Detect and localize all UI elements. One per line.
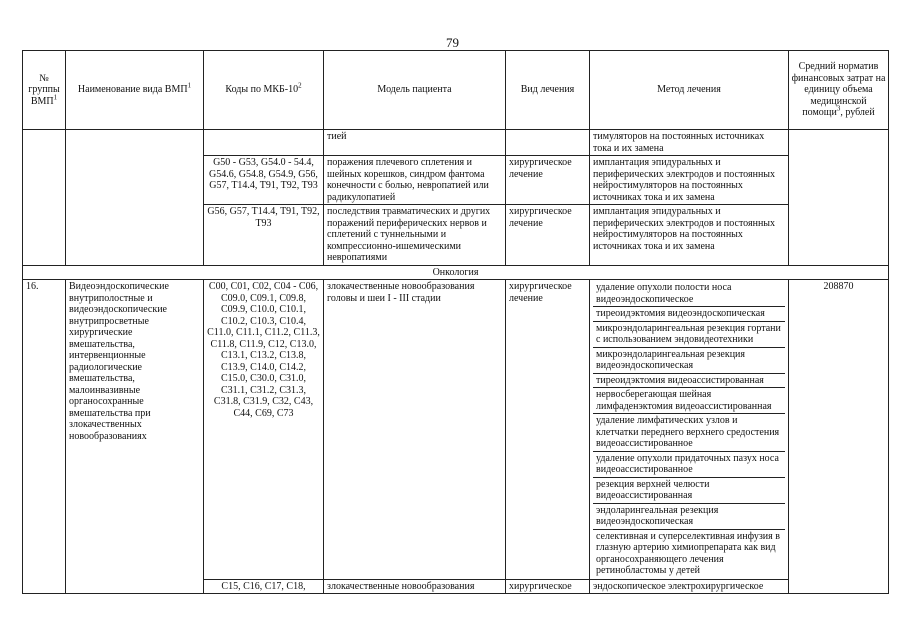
header-treatment-type: Вид лечения bbox=[506, 51, 590, 130]
header-codes: Коды по МКБ-$10^2$ bbox=[204, 51, 324, 130]
cell-type bbox=[506, 130, 590, 156]
cell-codes: C00, C01, C02, C04 - C06, C09.0, C09.1, C09.8, C09.9, C10.0, C10.1, C10.2, C10.3, C10.4, C11.0, C11.1, C11.2, C11.3, C11.8, C11.9, C12, C13.0, C13.1, C13.2, C13.8, C13.9, C14.0, C14.2, C15.0, C30.0, C31.0, C31.1, C31.2, C31.3, C31.8, C31.9, C32, C43, C44, C69, C73 bbox=[204, 280, 324, 580]
cell-method: имплантация эпидуральных и периферических электродов и постоянных нейростимуляторов на постоянных источниках тока и их замена bbox=[590, 156, 789, 205]
vmp-table bbox=[22, 50, 889, 594]
cell-codes bbox=[204, 130, 324, 156]
cell-empty bbox=[66, 130, 204, 266]
header-cost: Средний норматив финансовых затрат на единицу объема медицинской помощи$^3$, рублей bbox=[789, 51, 889, 130]
page-number: 79 bbox=[446, 35, 459, 50]
cell-model: злокачественные новообразования головы и шеи I - III стадии bbox=[324, 280, 506, 580]
header-patient-model: Модель пациента bbox=[324, 51, 506, 130]
method-item: тиреоидэктомия видеоэндоскопическая bbox=[593, 307, 785, 322]
cell-model: злокачественные новообразования bbox=[324, 579, 506, 594]
cell-empty bbox=[789, 130, 889, 266]
method-item: микроэндоларингеальная резекция видеоэндоскопическая bbox=[593, 348, 785, 374]
method-item: микроэндоларингеальная резекция гортани с использованием эндовидеотехники bbox=[593, 322, 785, 348]
cell-model: тией bbox=[324, 130, 506, 156]
cell-type: хирургическое bbox=[506, 579, 590, 594]
cell-method: тимуляторов на постоянных источниках тока и их замена bbox=[590, 130, 789, 156]
cell-empty bbox=[23, 130, 66, 266]
header-group-no: № группы ВМП$^1$ bbox=[23, 51, 66, 130]
method-item: удаление опухоли полости носа видеоэндоскопическое bbox=[593, 281, 785, 307]
cell-codes: G56, G57, T14.4, T91, T92, T93 bbox=[204, 205, 324, 266]
header-vmp-name: Наименование вида ВМП$^1$ bbox=[66, 51, 204, 130]
method-item: резекция верхней челюсти видеоассистированная bbox=[593, 478, 785, 504]
header-row bbox=[23, 51, 889, 130]
cell-model: поражения плечевого сплетения и шейных корешков, синдром фантома конечности с болью, невропатией или радикулопатией bbox=[324, 156, 506, 205]
cell-type: хирургическое лечение bbox=[506, 280, 590, 580]
cell-method: эндоскопическое электрохирургическое bbox=[590, 579, 789, 594]
method-item: нервосберегающая шейная лимфаденэктомия видеоассистированная bbox=[593, 388, 785, 414]
method-item: удаление опухоли придаточных пазух носа видеоассистированное bbox=[593, 452, 785, 478]
cell-codes: G50 - G53, G54.0 - 54.4, G54.6, G54.8, G54.9, G56, G57, T14.4, T91, T92, T93 bbox=[204, 156, 324, 205]
cell-group-number: 16. bbox=[23, 280, 66, 594]
table-row bbox=[23, 280, 889, 580]
table-row bbox=[23, 130, 889, 156]
cell-vmp-name: Видеоэндоскопические внутриполостные и видеоэндоскопические внутрипросветные хирургические вмешательства, интервенционные радиологические вмешательства, малоинвазивные органосохранные вмешательства при злокачественных новообразованиях bbox=[66, 280, 204, 594]
method-item: селективная и суперселективная инфузия в глазную артерию химиопрепарата как вид органосохраняющего лечения ретинобластомы у детей bbox=[596, 530, 780, 576]
cell-codes: C15, C16, C17, C18, bbox=[204, 579, 324, 594]
method-item: тиреоидэктомия видеоассистированная bbox=[593, 374, 785, 389]
method-item: удаление лимфатических узлов и клетчатки переднего верхнего средостения видеоассистированное bbox=[593, 414, 785, 452]
cell-methods bbox=[590, 280, 789, 580]
cell-method: имплантация эпидуральных и периферических электродов и постоянных нейростимуляторов на постоянных источниках тока и их замена bbox=[590, 205, 789, 266]
cell-type: хирургическое лечение bbox=[506, 205, 590, 266]
cell-type: хирургическое лечение bbox=[506, 156, 590, 205]
method-item: эндоларингеальная резекция видеоэндоскопическая bbox=[593, 504, 785, 530]
cell-price: 208870 bbox=[789, 280, 889, 594]
section-title: Онкология bbox=[23, 265, 889, 280]
section-row bbox=[23, 265, 889, 280]
cell-model: последствия травматических и других поражений периферических нервов и сплетений с туннельными и компрессионно-ишемическими невропатиями bbox=[324, 205, 506, 266]
header-treatment-method: Метод лечения bbox=[590, 51, 789, 130]
